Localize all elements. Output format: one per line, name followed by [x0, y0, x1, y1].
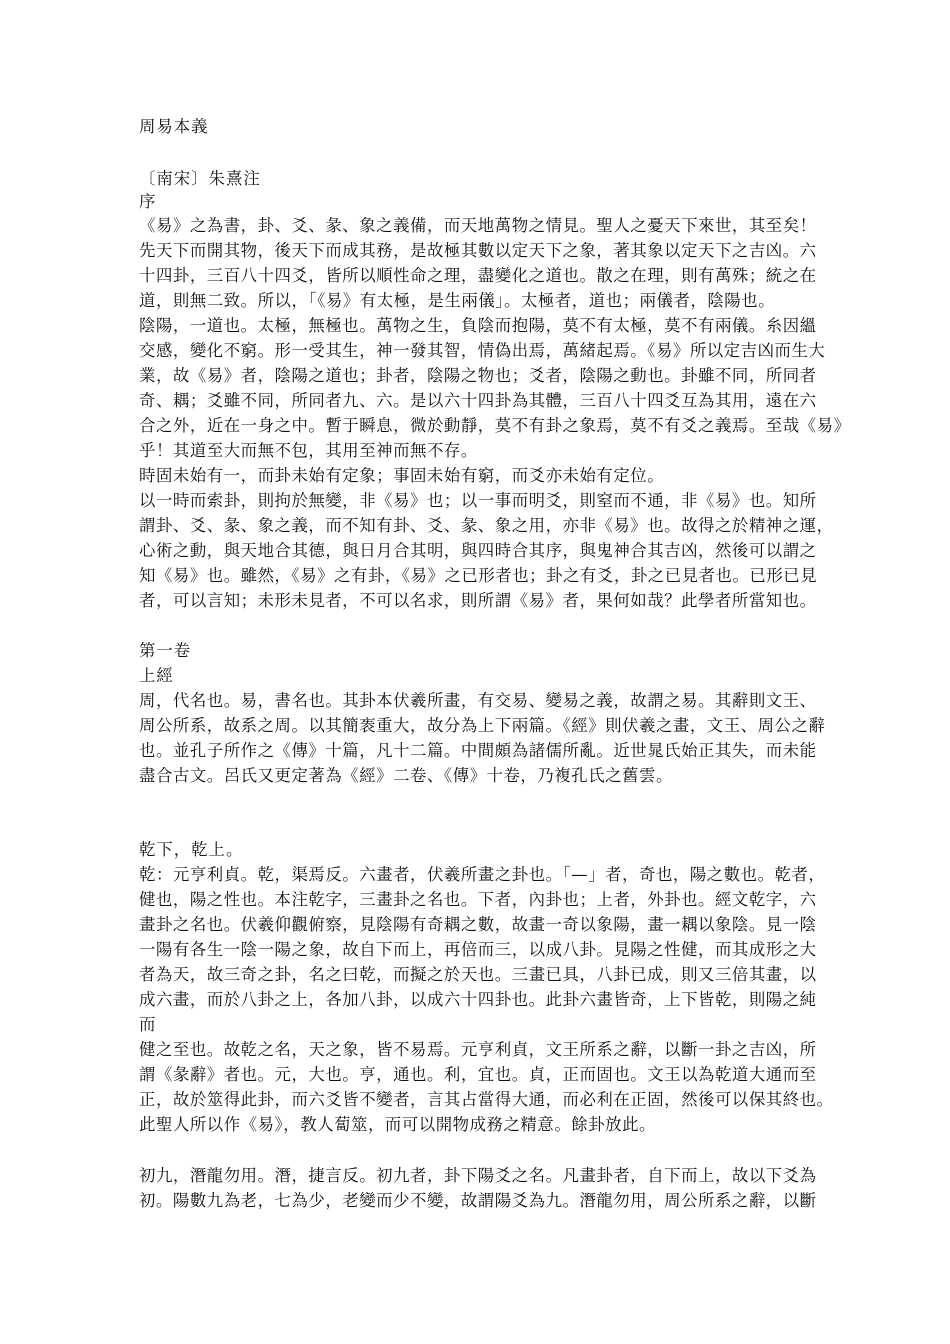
text-line: 以一時而索卦，則拘於無變，非《易》也；以一事而明爻，則窒而不通，非《易》也。知所 [139, 491, 817, 510]
text-line: 乾：元亨利貞。乾，渠焉反。六畫者，伏羲所畫之卦也。「—」者，奇也，陽之數也。乾者， [139, 865, 826, 884]
text-line: 十四卦，三百八十四爻，皆所以順性命之理，盡變化之道也。散之在理，則有萬殊；統之在 [139, 266, 817, 285]
text-line: 也。並孔子所作之《傳》十篇，凡十二篇。中間頗為諸儒所亂。近世晁氏始正其失，而未能 [139, 741, 817, 760]
text-line: 道，則無二致。所以，「《易》有太極，是生兩儀」。太極者，道也；兩儀者，陰陽也。 [139, 291, 776, 310]
text-line: 乎！其道至大而無不包，其用至神而無不存。 [139, 441, 478, 460]
text-line: 知《易》也。雖然，《易》之有卦，《易》之已形者也；卦之有爻，卦之已見者也。已形已見 [139, 566, 818, 585]
text-line: 盡合古文。呂氏又更定著為《經》二卷、《傳》十卷，乃複孔氏之舊雲。 [139, 766, 673, 785]
text-line: 合之外，近在一身之中。暫于瞬息，微於動靜，莫不有卦之象焉，莫不有爻之義焉。至哉《易》 [139, 416, 851, 435]
text-line: 交感，變化不窮。形一受其生，神一發其智，情偽出焉，萬緒起焉。《易》所以定吉凶而生大 [139, 341, 826, 360]
text-line: 時固未始有一，而卦未始有定象；事固未始有窮，而爻亦未始有定位。 [139, 466, 665, 485]
text-line: 健之至也。故乾之名，天之象，皆不易焉。元亨利貞，文王所系之辭，以斷一卦之吉凶，所 [139, 1040, 817, 1059]
text-line: 奇、耦；爻雖不同，所同者九、六。是以六十四卦為其體，三百八十四爻互為其用，遠在六 [139, 391, 817, 410]
text-line: 正，故於筮得此卦，而六爻皆不變者，言其占當得大通，而必利在正固，然後可以保其終也。 [139, 1090, 834, 1109]
text-line: 陰陽，一道也。太極，無極也。萬物之生，負陰而抱陽，莫不有太極，莫不有兩儀。糸因縕 [139, 316, 817, 335]
text-line: 周，代名也。易，書名也。其卦本伏羲所畫，有交易、變易之義，故謂之易。其辭則文王、 [139, 691, 817, 710]
text-line: 成六畫，而於八卦之上，各加八卦，以成六十四卦也。此卦六畫皆奇，上下皆乾，則陽之純 [139, 990, 817, 1009]
text-line: 業，故《易》者，陰陽之道也；卦者，陰陽之物也；爻者，陰陽之動也。卦雖不同，所同者 [139, 366, 817, 385]
volume-heading: 第一卷 [139, 641, 192, 660]
author-line: 〔南宋〕朱熹注 [139, 169, 261, 188]
text-line: 《易》之為書，卦、爻、彖、象之義備，而天地萬物之情見。聖人之憂天下來世，其至矣！ [139, 216, 817, 235]
text-line: 謂卦、爻、彖、象之義，而不知有卦、爻、彖、象之用，亦非《易》也。故得之於精神之運， [139, 516, 834, 535]
preface-heading: 序 [139, 192, 157, 211]
text-line: 初九，潛龍勿用。潛，捷言反。初九者，卦下陽爻之名。凡畫卦者，自下而上，故以下爻為 [139, 1166, 817, 1185]
text-line: 而 [139, 1015, 156, 1034]
section-heading: 上經 [139, 666, 174, 685]
text-line: 畫卦之名也。伏羲仰觀俯察，見陰陽有奇耦之數，故畫一奇以象陽，畫一耦以象陰。見一陰 [139, 915, 817, 934]
text-line: 者，可以言知；未形未見者，不可以名求，則所謂《易》者，果何如哉？此學者所當知也。 [139, 591, 817, 610]
document-title: 周易本義 [139, 117, 209, 136]
text-line: 先天下而開其物，後天下而成其務，是故極其數以定天下之象，著其象以定天下之吉凶。六 [139, 241, 817, 260]
text-line: 心術之動，與天地合其德，與日月合其明，與四時合其序，與鬼神合其吉凶，然後可以謂之 [139, 541, 817, 560]
hexagram-heading: 乾下，乾上。 [139, 840, 244, 859]
text-line: 者為天，故三奇之卦，名之曰乾，而擬之於天也。三畫已具，八卦已成，則又三倍其畫，以 [139, 965, 817, 984]
text-line: 一陽有各生一陰一陽之象，故自下而上，再倍而三，以成八卦。見陽之性健，而其成形之大 [139, 940, 817, 959]
text-line: 謂《彖辭》者也。元，大也。亨，通也。利，宜也。貞，正而固也。文王以為乾道大通而至 [139, 1065, 817, 1084]
text-line: 此聖人所以作《易》，教人蔔筮，而可以開物成務之精意。餘卦放此。 [139, 1115, 656, 1134]
text-line: 健也，陽之性也。本注乾字，三畫卦之名也。下者，內卦也；上者，外卦也。經文乾字，六 [139, 890, 817, 909]
text-line: 周公所系，故系之周。以其簡袠重大，故分為上下兩篇。《經》則伏羲之畫，文王、周公之辭 [139, 716, 826, 735]
text-line: 初。陽數九為老，七為少，老變而少不變，故謂陽爻為九。潛龍勿用，周公所系之辭，以斷 [139, 1191, 817, 1210]
